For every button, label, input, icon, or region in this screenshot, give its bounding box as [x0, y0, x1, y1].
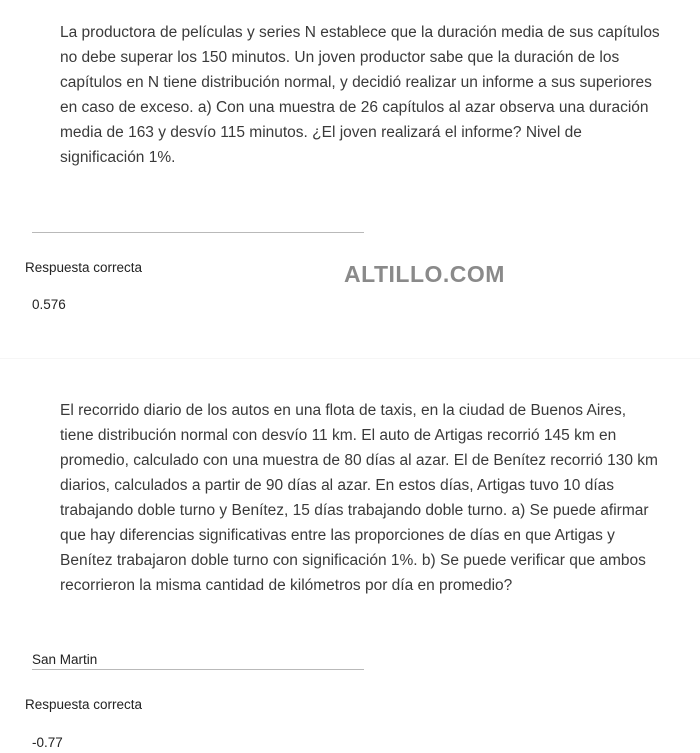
- watermark: ALTILLO.COM: [344, 261, 505, 287]
- correct-answer-value-2: -0.77: [32, 735, 63, 750]
- section-divider: [0, 358, 700, 359]
- answer-line-2: [32, 669, 364, 670]
- student-answer-2: San Martin: [32, 652, 98, 667]
- question-1-text: La productora de películas y series N establece que la duración media de sus capítulos no debe superar los 150 minutos. Un joven productor sabe que la duración de los capítulos en N tiene distribución normal, y decidió realizar un informe a sus superiores en caso de exceso. a) Con una muestra de 26 capítulos al azar observa una duración media de 163 y desvío 115 minutos. ¿El joven realizará el informe? Nivel de significación 1%.: [60, 24, 660, 166]
- answer-line-1: [32, 232, 364, 233]
- correct-answer-label-1: Respuesta correcta: [25, 260, 143, 275]
- correct-answer-label-2: Respuesta correcta: [25, 697, 143, 712]
- question-2-text: El recorrido diario de los autos en una flota de taxis, en la ciudad de Buenos Aires, tiene distribución normal con desvío 11 km. El auto de Artigas recorrió 145 km en promedio, calculado con una muestra de 80 días al azar. El de Benítez recorrió 130 km diarios, calculados a partir de 90 días al azar. En estos días, Artigas tuvo 10 días trabajando doble turno y Benítez, 15 días trabajando doble turno. a) Se puede afirmar que hay diferencias significativas entre las proporciones de días en que Artigas y Benítez trabajaron doble turno con significación 1%. b) Se puede verificar que ambos recorrieron la misma cantidad de kilómetros por día en promedio?: [60, 402, 658, 594]
- correct-answer-value-1: 0.576: [32, 297, 66, 312]
